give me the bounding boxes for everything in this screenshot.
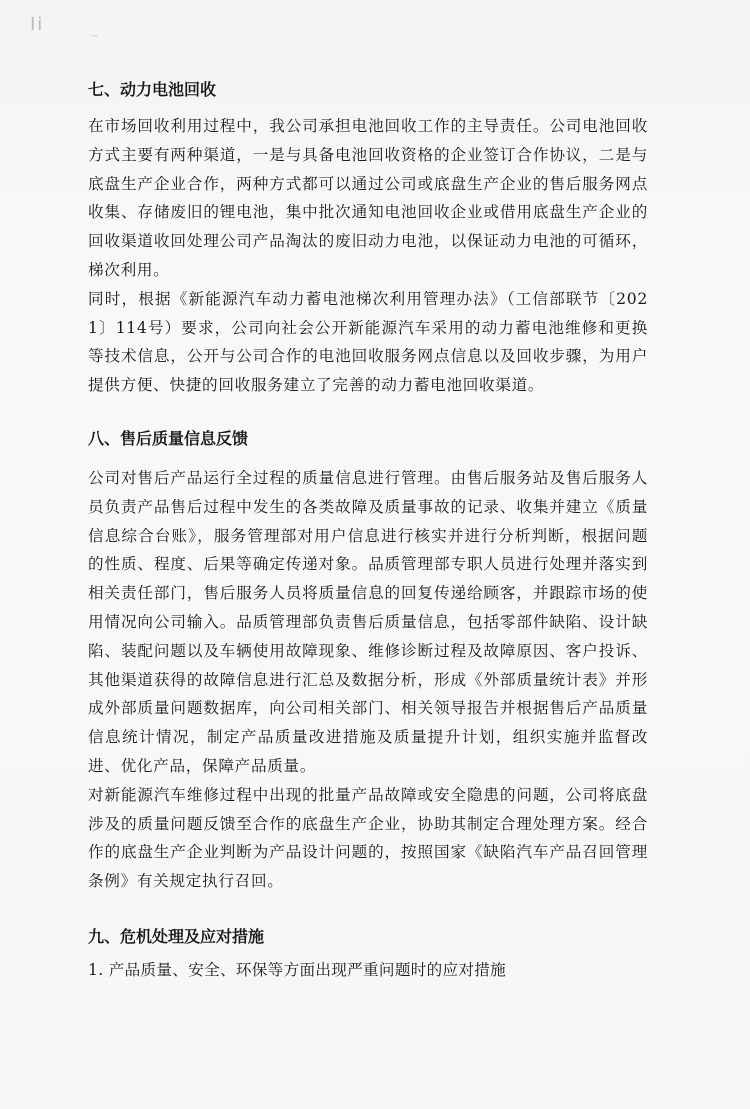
- paragraph-after-sales-1: 公司对售后产品运行全过程的质量信息进行管理。由售后服务站及售后服务人员负责产品售后过程中发生的各类故障及质量事故的记录、收集并建立《质量信息综合台账》，服务管理部对用户信息进行核实并进行分析判断，根据问题的性质、程度、后果等确定传递对象。品质管理部专职人员进行处理并落实到相关责任部门，售后服务人员将质量信息的回复传递给顾客，并跟踪市场的使用情况向公司输入。品质管理部负责售后质量信息，包括零部件缺陷、设计缺陷、装配问题以及车辆使用故障现象、维修诊断过程及故障原因、客户投诉、其他渠道获得的故障信息进行汇总及数据分析，形成《外部质量统计表》并形成外部质量问题数据库，向公司相关部门、相关领导报告并根据售后产品质量信息统计情况，制定产品质量改进措施及质量提升计划，组织实施并监督改进、优化产品，保障产品质量。: [88, 469, 648, 775]
- section-title: 九、危机处理及应对措施: [88, 927, 265, 946]
- scan-corner-marks: [16, 14, 101, 48]
- corner-handwritten-mark: Ii: [30, 14, 45, 35]
- paragraph-battery-recycling-2: 同时，根据《新能源汽车动力蓄电池梯次利用管理办法》（工信部联节〔2021〕114号）要求，公司向社会公开新能源汽车采用的动力蓄电池维修和更换等技术信息，公开与公司合作的电池回收服务网点信息以及回收步骤，为用户提供方便、快捷的回收服务建立了完善的动力蓄电池回收渠道。: [88, 289, 648, 395]
- corner-dot-mark: ~: [90, 31, 101, 42]
- paragraph-after-sales-2: 对新能源汽车维修过程中出现的批量产品故障或安全隐患的问题，公司将底盘涉及的质量问题反馈至合作的底盘生产企业，协助其制定合理处理方案。经合作的底盘生产企业判断为产品设计问题的，按照国家《缺陷汽车产品召回管理条例》有关规定执行召回。: [88, 785, 648, 891]
- paragraph-battery-recycling-1: 在市场回收利用过程中，我公司承担电池回收工作的主导责任。公司电池回收方式主要有两种渠道，一是与具备电池回收资格的企业签订合作协议，二是与底盘生产企业合作，两种方式都可以通过公司或底盘生产企业的售后服务网点收集、存储废旧的锂电池，集中批次通知电池回收企业或借用底盘生产企业的回收渠道收回处理公司产品淘汰的废旧动力电池，以保证动力电池的可循环，梯次利用。: [88, 117, 648, 279]
- section-crisis-response: [88, 929, 648, 985]
- section-title: 七、动力电池回收: [88, 80, 217, 99]
- list-item: 1. 产品质量、安全、环保等方面出现严重问题时的应对措施: [88, 961, 507, 979]
- section-title: 八、售后质量信息反馈: [88, 429, 249, 448]
- section-battery-recycling: [88, 82, 648, 400]
- section-after-sales-quality-feedback: [88, 431, 648, 896]
